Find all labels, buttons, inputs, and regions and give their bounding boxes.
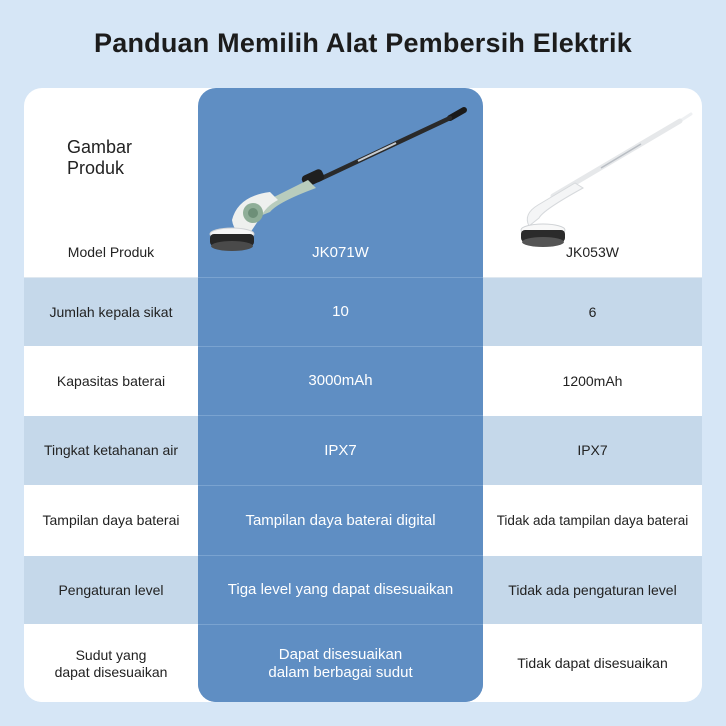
table-row <box>198 278 483 346</box>
row-label: Pengaturan level <box>58 581 164 598</box>
row-value-jk071w: Dapat disesuaikan dalam berbagai sudut <box>268 645 413 681</box>
row-value-jk053w: Tidak ada pengaturan level <box>508 581 677 598</box>
row-value-jk053w: 6 <box>588 303 597 320</box>
model-jk071w: JK071W <box>312 244 369 261</box>
table-row <box>198 556 483 624</box>
row-value-jk071w: 10 <box>332 303 349 320</box>
row-value-jk053w: Tidak dapat disesuaikan <box>517 655 668 671</box>
table-row <box>198 486 483 555</box>
row-label: Jumlah kepala sikat <box>49 303 173 320</box>
model-label: Model Produk <box>67 244 155 260</box>
page-title: Panduan Memilih Alat Pembersih Elektrik <box>94 28 632 58</box>
row-label: Kapasitas baterai <box>56 372 166 389</box>
product-image-jk071w <box>198 88 483 253</box>
row-value-jk071w: 3000mAh <box>308 372 373 389</box>
highlight-column-jk071w <box>198 88 483 702</box>
row-label: Tampilan daya baterai <box>42 512 180 528</box>
row-value-jk071w: Tampilan daya baterai digital <box>245 511 436 529</box>
row-value-jk053w: Tidak ada tampilan daya baterai <box>496 513 689 528</box>
row-value-jk071w: Tiga level yang dapat disesuaikan <box>227 581 454 598</box>
row-value-jk053w: IPX7 <box>577 442 608 458</box>
row-value-jk071w: IPX7 <box>324 441 357 459</box>
model-jk053w: JK053W <box>566 244 619 260</box>
table-row <box>198 625 483 702</box>
row-value-jk053w: 1200mAh <box>562 372 623 389</box>
row-label: Tingkat ketahanan air <box>43 442 179 458</box>
table-row <box>198 416 483 485</box>
table-row <box>198 347 483 415</box>
product-image-jk053w <box>483 88 702 248</box>
row-label: Sudut yang dapat disesuaikan <box>54 646 168 680</box>
product-image-label: Gambar Produk <box>67 137 133 178</box>
